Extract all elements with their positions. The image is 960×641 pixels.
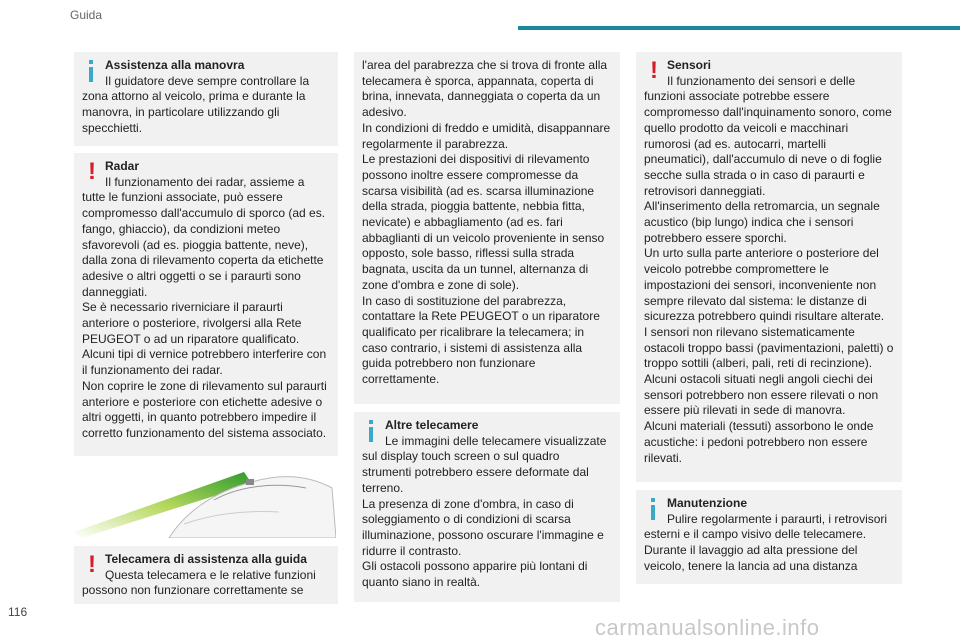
box-paragraph: Le immagini delle telecamere visualizzate sul display touch screen o sul quadro strumenti potrebbero essere deformate dal terreno. [362, 433, 607, 495]
warning-icon: ! [88, 158, 96, 185]
box-paragraph: Questa telecamera e le relative funzioni possono non funzionare correttamente se [82, 567, 316, 598]
info-box-maintenance [636, 490, 902, 584]
windshield-camera-illustration [74, 462, 336, 538]
info-icon [644, 496, 664, 522]
box-title: Sensori [667, 58, 712, 72]
box-paragraph: La presenza di zone d'ombra, in caso di soleggiamento o di condizioni di scarsa illuminazione, possono oscurare l'immagine e ridurre il contrasto. [362, 496, 604, 558]
box-title: Assistenza alla manovra [105, 58, 245, 72]
box-paragraph: Le prestazioni dei dispositivi di rilevamento possono inoltre essere compromesse da scarsa visibilità (ad es. scarsa illuminazione della strada, pioggia battente, nebbia fitta, nevicate) e abbagliamento (ad es. fari abbaglianti di un veicolo proveniente in senso opposto, sole basso, riflessi sulla strada bagnata, uscita da un tunnel, alternanza di zone d'ombra e zone di sole). [362, 152, 605, 292]
page-number: 116 [8, 605, 28, 619]
box-paragraph: In caso di sostituzione del parabrezza, contattare la Rete PEUGEOT o un riparatore qualificato per ricalibrare la telecamera; in caso contrario, i sistemi di assistenza alla guida potrebbero non funzionare correttamente. [362, 293, 600, 387]
warning-box-radar [74, 153, 338, 456]
watermark: carmanualsonline.info [595, 615, 820, 640]
warning-box-camera-continued [354, 52, 620, 404]
box-paragraph: All'inserimento della retromarcia, un segnale acustico (bip lungo) indica che i sensori potrebbero essere sporchi. [644, 199, 880, 245]
section-title: Guida [70, 8, 103, 22]
warning-box-sensors [636, 52, 902, 482]
box-paragraph: Se è necessario riverniciare il paraurti anteriore o posteriore, rivolgersi alla Rete PEUGEOT o ad un riparatore qualificato. Alcuni tipi di vernice potrebbero interferire con il funzionamento dei radar. [82, 300, 327, 378]
box-paragraph: Un urto sulla parte anteriore o posteriore del veicolo potrebbe compromettere le impostazioni dei sensori, inconveniente non sempre rilevato dal sistema: le distanze di sicurezza potrebbero quindi risultare alterate. [644, 246, 885, 324]
box-title: Radar [105, 159, 140, 173]
box-title: Altre telecamere [385, 418, 479, 432]
box-paragraph: Gli ostacoli possono apparire più lontani di quanto siano in realtà. [362, 559, 588, 590]
info-box-other-cameras [354, 412, 620, 602]
box-title: Manutenzione [667, 496, 747, 510]
box-paragraph: Alcuni ostacoli situati negli angoli ciechi dei sensori potrebbero non essere rilevati o non essere più rilevati in sede di manovra. [644, 372, 879, 418]
box-paragraph: Alcuni materiali (tessuti) assorbono le onde acustiche: i pedoni potrebbero non essere rilevati. [644, 419, 874, 465]
info-icon [362, 418, 382, 444]
info-icon [82, 58, 102, 84]
box-paragraph: Il funzionamento dei radar, assieme a tutte le funzioni associate, può essere compromesso dall'accumulo di sporco (ad es. fango, ghiaccio), da condizioni meteo sfavorevoli (ad es. pioggia battente, neve), dalla zona di rilevamento coperta da etichette adesive o altri oggetti o se i paraurti sono danneggiati. [82, 174, 326, 299]
header-accent-bar [518, 26, 960, 30]
box-paragraph: Il funzionamento dei sensori e delle funzioni associate potrebbe essere compromesso dall'inquinamento sonoro, come quello prodotto da veicoli e macchinari rumorosi (ad es. autocarri, martelli pneumatici), dall'accumulo di neve o di foglie secche sulla strada o in caso di paraurti e retrovisori danneggiati. [644, 73, 892, 198]
box-paragraph: In condizioni di freddo e umidità, disappannare regolarmente il parabrezza. [362, 120, 611, 151]
warning-icon: ! [650, 57, 658, 84]
box-paragraph: Pulire regolarmente i paraurti, i retrovisori esterni e il campo visivo delle telecamere. [644, 511, 888, 542]
box-paragraph: I sensori non rilevano sistematicamente ostacoli troppo bassi (pavimentazioni, paletti) o troppo sottili (alberi, pali, reti di recinzione). [644, 324, 894, 371]
box-paragraph: Durante il lavaggio ad alta pressione del veicolo, tenere la lancia ad una distanza [644, 543, 858, 573]
info-box-maneuver-assist [74, 52, 338, 146]
warning-box-camera [74, 546, 338, 604]
box-paragraph: l'area del parabrezza che si trova di fronte alla telecamera è sporca, appannata, coperta di brina, innevata, danneggiata o coperta da un adesivo. [362, 58, 608, 120]
box-paragraph: Il guidatore deve sempre controllare la zona attorno al veicolo, prima e durante la manovra, in particolare utilizzando gli specchietti. [82, 73, 310, 135]
box-title: Telecamera di assistenza alla guida [105, 552, 307, 566]
warning-icon: ! [88, 551, 96, 578]
box-paragraph: Non coprire le zone di rilevamento sul paraurti anteriore e posteriore con etichette adesive o altri oggetti, in quanto potrebbero impedire il corretto funzionamento del sistema associato. [82, 378, 327, 440]
